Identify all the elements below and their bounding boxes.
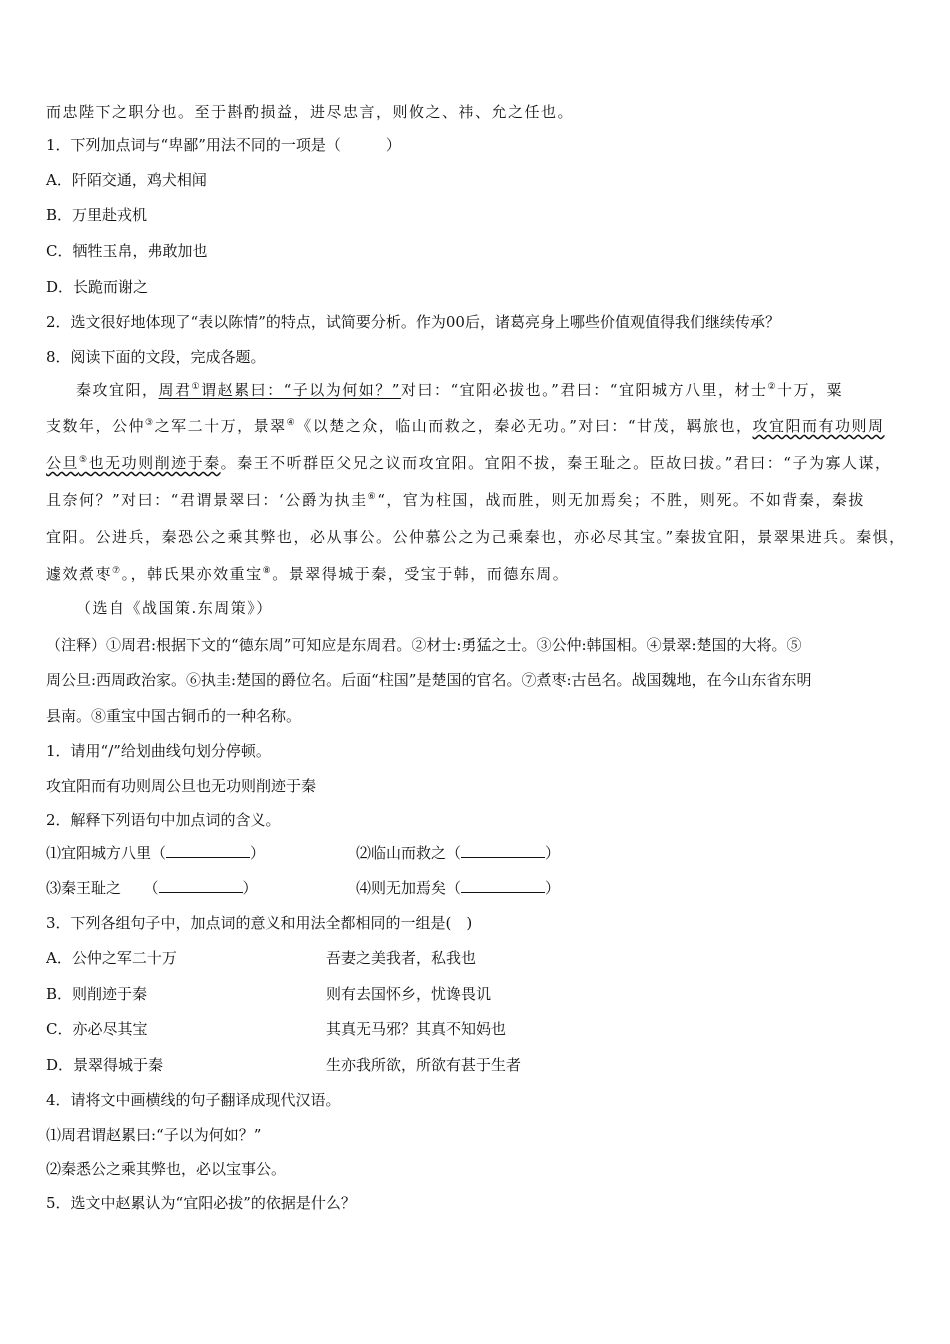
wavy-underline-2: 公旦⑤也无功则削迹于秦 <box>46 454 221 472</box>
s8-q2-stem: 2．解释下列语句中加点词的含义。 <box>46 811 281 829</box>
s8-q1-sentence: 攻宜阳而有功则周公旦也无功则削迹于秦 <box>46 777 317 795</box>
notes-line-1: （注释）①周君:根据下文的“德东周”可知应是东周君。②材士:勇猛之士。③公仲:韩国相。④景翠:楚国的大将。⑤ <box>46 636 802 654</box>
q1-option-a: A．阡陌交通，鸡犬相闻 <box>46 171 207 189</box>
answer-blank[interactable] <box>159 878 243 893</box>
wavy-underline-1: 攻宜阳而有功则周 <box>752 417 885 435</box>
s8-q4-item-1: ⑴周君谓赵累曰:“子以为何如？” <box>46 1126 262 1144</box>
s8-q2-item-3: ⑶秦王耻之 （ ） <box>46 879 258 897</box>
top-line: 而忠陛下之职分也。至于斟酌损益，进尽忠言，则攸之、祎、允之任也。 <box>46 103 575 121</box>
passage-line-5: 宜阳。公进兵，秦恐公之乘其弊也，必从事公。公仲慕公之为己乘秦也，亦必尽其宝。”秦拔宜阳，景翠果进兵。秦惧， <box>46 528 906 546</box>
translation-underline-1: 周君①谓赵累曰：“子以为何如？” <box>158 381 401 399</box>
s8-q1-stem: 1．请用“/”给划曲线句划分停顿。 <box>46 742 271 760</box>
passage-line-1: 秦攻宜阳，周君①谓赵累曰：“子以为何如？”对曰：“宜阳必拔也。”君曰：“宜阳城方八里，材士②十万，粟 <box>76 381 844 399</box>
s8-q2-item-4: ⑷则无加焉矣（ ） <box>356 879 561 897</box>
q2-stem: 2．选文很好地体现了“表以陈情”的特点，试简要分析。作为00后，诸葛亮身上哪些价值观值得我们继续传承？ <box>46 313 780 331</box>
s8-q3-a-right: 吾妻之美我者，私我也 <box>326 949 477 967</box>
s8-q3-a-left: A．公仲之军二十万 <box>46 949 177 967</box>
s8-q2-item-2: ⑵临山而救之（ ） <box>356 844 561 862</box>
s8-q3-d-right: 生亦我所欲，所欲有甚于生者 <box>326 1056 522 1074</box>
section8-title: 8．阅读下面的文段，完成各题。 <box>46 348 266 366</box>
answer-blank[interactable] <box>461 878 545 893</box>
s8-q3-b-left: B．则削迹于秦 <box>46 985 148 1003</box>
s8-q3-b-right: 则有去国怀乡，忧谗畏讥 <box>326 985 492 1003</box>
s8-q4-item-2: ⑵秦悉公之乘其弊也，必以宝事公。 <box>46 1160 287 1178</box>
passage-line-6: 遽效煮枣⑦。，韩氏果亦效重宝⑧。景翠得城于秦，受宝于韩，而德东周。 <box>46 565 570 583</box>
notes-line-2: 周公旦:西周政治家。⑥执圭:楚国的爵位名。后面“柱国”是楚国的官名。⑦煮枣:古邑名。战国魏地，在今山东省东明 <box>46 671 812 689</box>
passage-line-4: 且奈何？”对曰：“君谓景翠曰：‘公爵为执圭⑥“，官为柱国，战而胜，则无加焉矣；不胜，则死。不如背秦，秦拔 <box>46 491 865 509</box>
s8-q3-stem: 3．下列各组句子中，加点词的意义和用法全都相同的一组是( ) <box>46 914 473 932</box>
passage-line-3: 公旦⑤也无功则削迹于秦。秦王不听群臣父兄之议而攻宜阳。宜阳不拔，秦王耻之。臣故曰拔。”君曰：“子为寡人谋， <box>46 454 892 472</box>
q1-stem: 1．下列加点词与“卑鄙”用法不同的一项是（ ） <box>46 136 401 154</box>
answer-blank[interactable] <box>461 843 545 858</box>
passage-line-2: 支数年，公仲③之军二十万，景翠④《以楚之众，临山而救之，秦必无功。”对曰：“甘茂，羁旅也，攻宜阳而有功则周 <box>46 417 885 435</box>
notes-line-3: 县南。⑧重宝中国古铜币的一种名称。 <box>46 707 302 725</box>
s8-q2-item-1: ⑴宜阳城方八里（ ） <box>46 844 266 862</box>
s8-q3-c-left: C．亦必尽其宝 <box>46 1020 148 1038</box>
answer-blank[interactable] <box>166 843 250 858</box>
s8-q5-stem: 5．选文中赵累认为“宜阳必拔”的依据是什么？ <box>46 1194 356 1212</box>
q1-option-b: B．万里赴戎机 <box>46 206 148 224</box>
passage-source: （选自《战国策.东周策》） <box>76 599 273 617</box>
s8-q3-d-left: D．景翠得城于秦 <box>46 1056 164 1074</box>
s8-q3-c-right: 其真无马邪？其真不知妈也 <box>326 1020 507 1038</box>
q1-option-c: C．牺牲玉帛，弗敢加也 <box>46 242 208 260</box>
q1-option-d: D．长跪而谢之 <box>46 278 149 296</box>
s8-q4-stem: 4．请将文中画横线的句子翻译成现代汉语。 <box>46 1091 341 1109</box>
